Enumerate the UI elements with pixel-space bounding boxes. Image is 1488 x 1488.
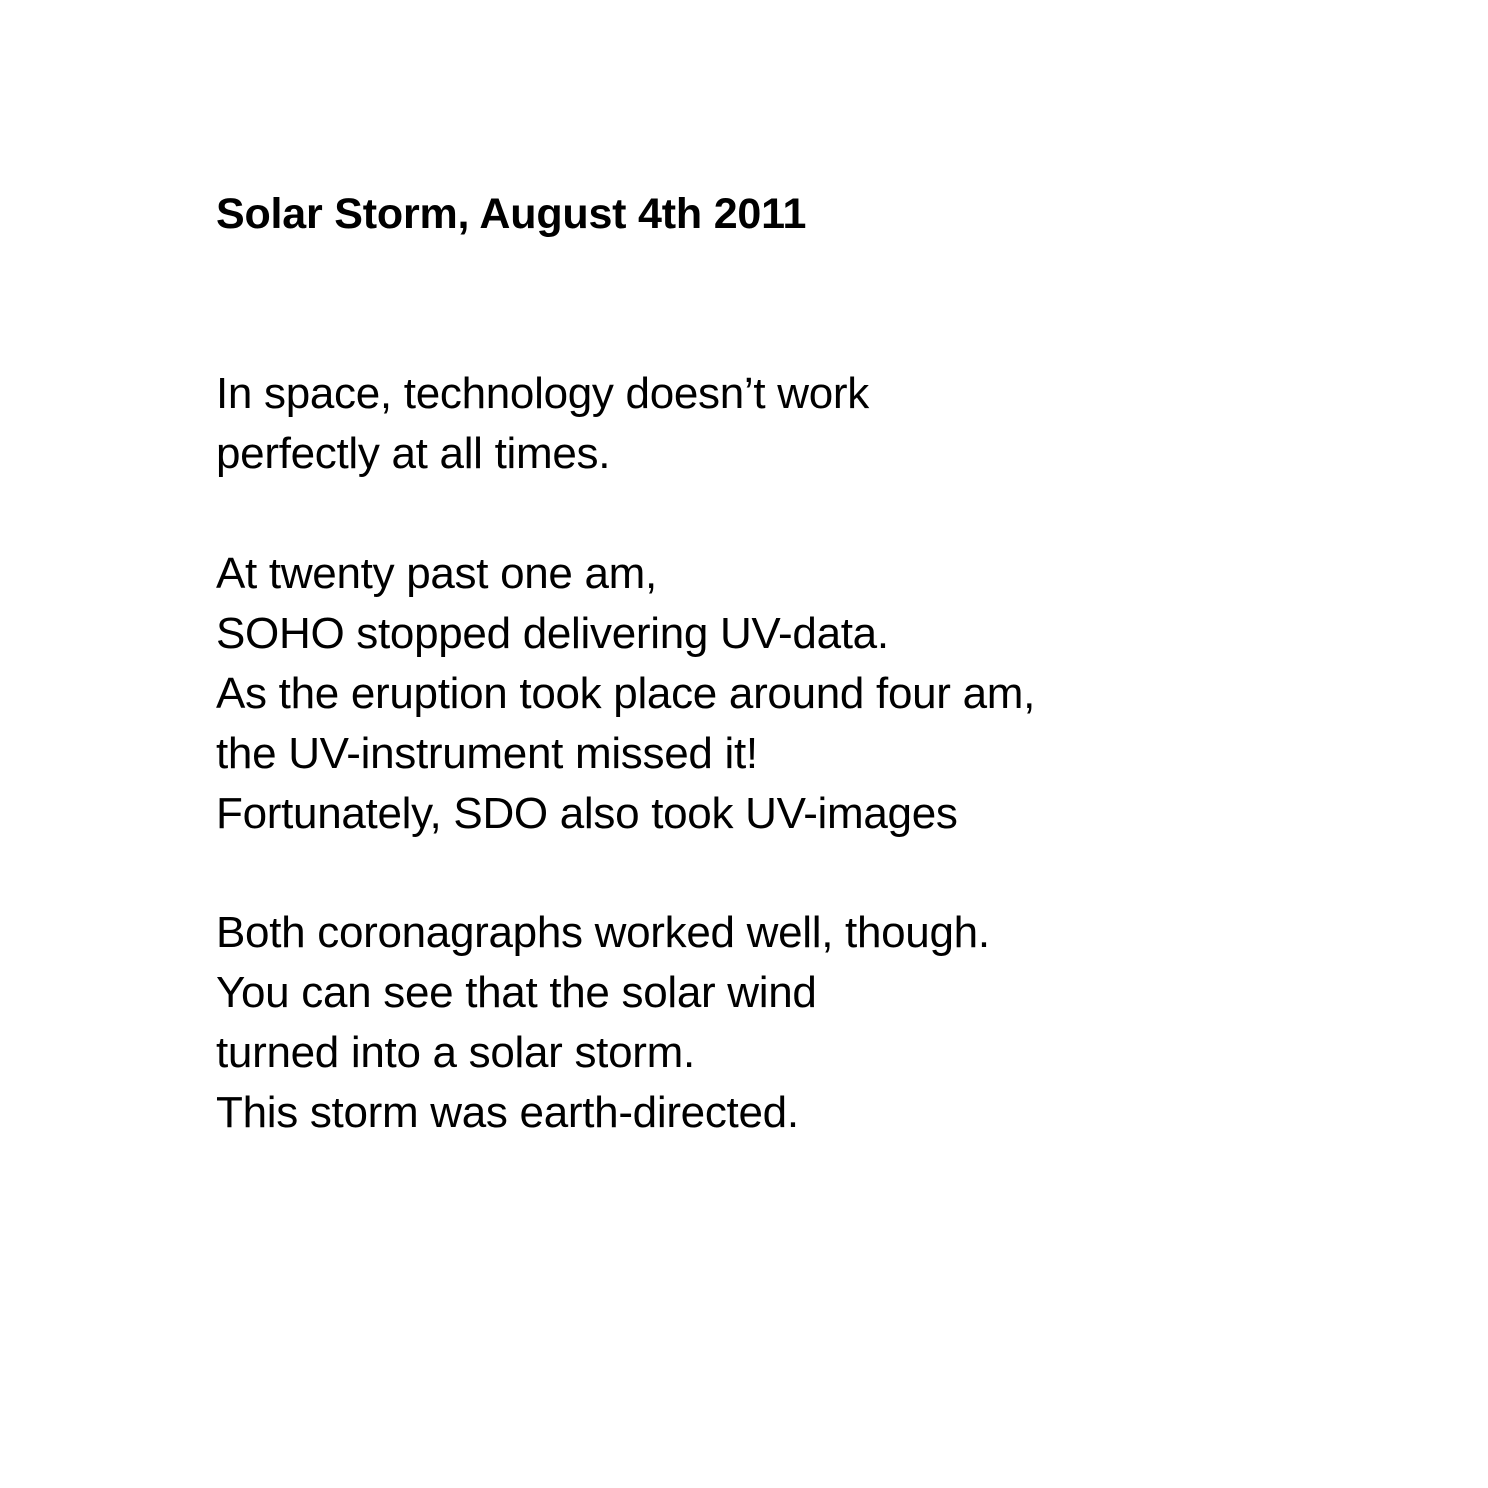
stanza-3	[216, 903, 990, 1143]
stanza-line: Fortunately, SDO also took UV-images	[216, 789, 958, 838]
stanza-2	[216, 544, 1035, 844]
document-page	[216, 0, 1416, 1488]
stanza-line: At twenty past one am,	[216, 549, 657, 598]
stanza-line: perfectly at all times.	[216, 429, 611, 478]
stanza-line: In space, technology doesn’t work	[216, 369, 869, 418]
stanza-line: Both coronagraphs worked well, though.	[216, 908, 990, 957]
stanza-line: the UV-instrument missed it!	[216, 729, 758, 778]
stanza-line: You can see that the solar wind	[216, 968, 817, 1017]
page-title: Solar Storm, August 4th 2011	[216, 190, 807, 238]
stanza-line: SOHO stopped delivering UV-data.	[216, 609, 889, 658]
stanza-line: This storm was earth-directed.	[216, 1088, 799, 1137]
stanza-line: turned into a solar storm.	[216, 1028, 695, 1077]
stanza-line: As the eruption took place around four am,	[216, 669, 1036, 718]
stanza-1	[216, 364, 869, 484]
